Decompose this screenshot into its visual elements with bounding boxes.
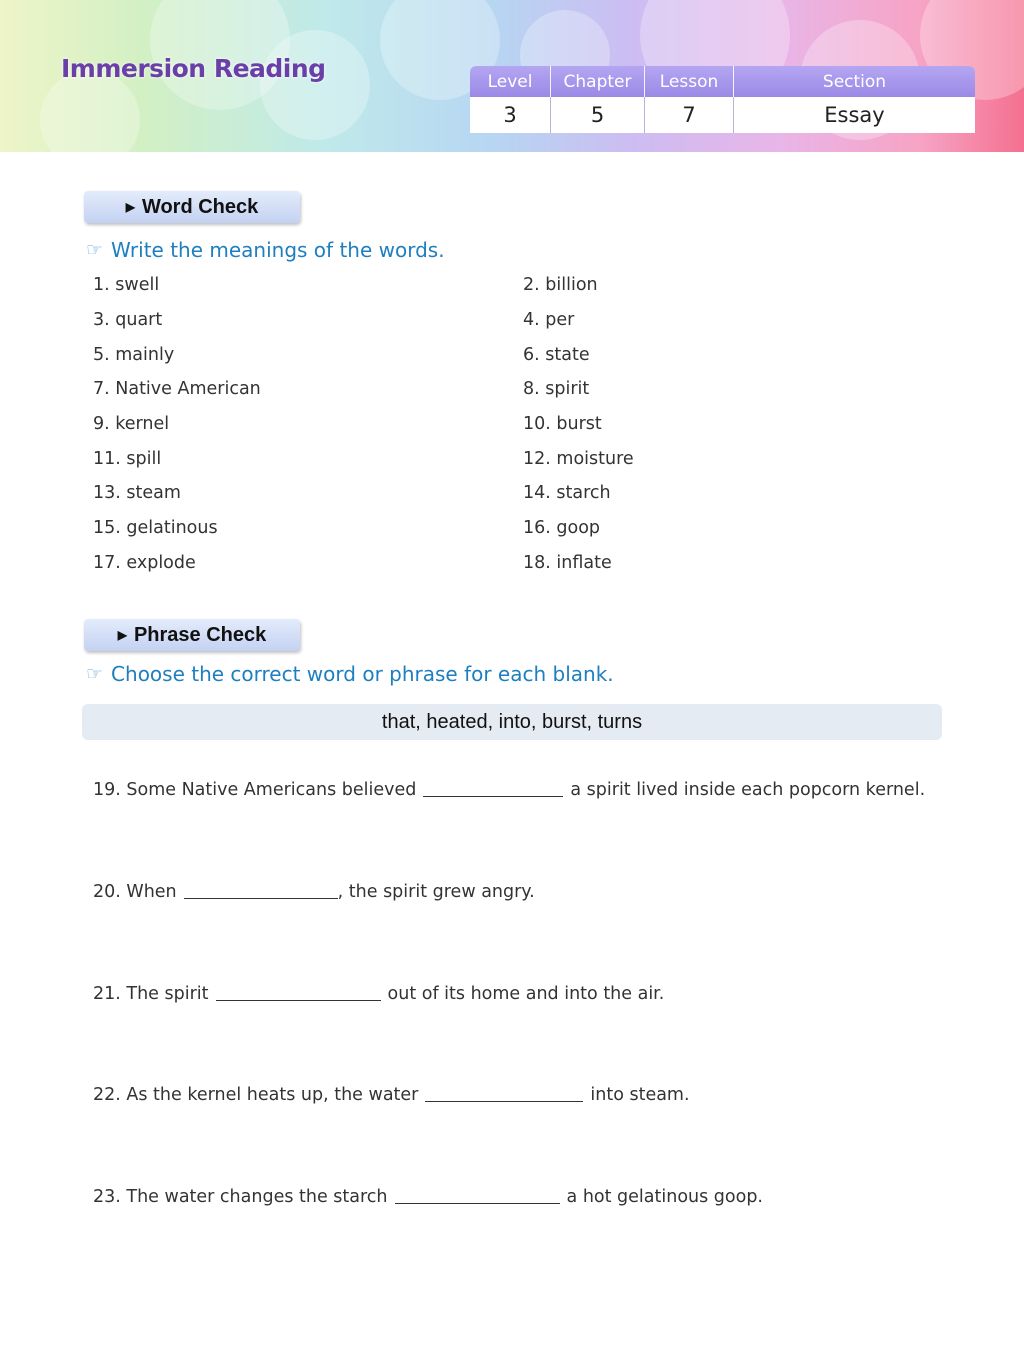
answer-blank[interactable] [425, 1100, 583, 1102]
word-item: 12. moisture [523, 448, 634, 469]
question-text: into steam. [590, 1085, 690, 1105]
list-item [93, 303, 953, 338]
word-item: 4. per [523, 310, 575, 331]
word-bank: that, heated, into, burst, turns [82, 704, 942, 740]
question-text: 19. Some Native Americans believed [93, 780, 417, 800]
word-check-instruction [86, 238, 445, 262]
word-item: 17. explode [93, 552, 196, 573]
list-item [93, 407, 953, 442]
header-banner [0, 0, 1024, 152]
word-item: 7. Native American [93, 379, 261, 400]
phrase-check-tab [84, 619, 300, 651]
answer-blank[interactable] [216, 999, 381, 1001]
answer-blank[interactable] [423, 795, 563, 797]
question-text: , the spirit grew angry. [337, 882, 535, 902]
word-item: 6. state [523, 344, 590, 365]
chapter-label: Chapter [551, 66, 645, 97]
phrase-check-instruction-text: Choose the correct word or phrase for each blank. [111, 662, 614, 686]
pointing-hand-icon: ☞ [86, 239, 104, 261]
list-item [93, 511, 953, 546]
answer-blank[interactable] [395, 1202, 560, 1204]
level-value: 3 [470, 97, 551, 133]
question-text: 21. The spirit [93, 984, 209, 1004]
word-check-tab [84, 191, 300, 223]
triangle-right-icon: ▶ [117, 628, 127, 642]
word-check-instruction-text: Write the meanings of the words. [111, 238, 445, 262]
word-item: 2. billion [523, 275, 598, 296]
list-item [93, 337, 953, 372]
word-item: 15. gelatinous [93, 518, 218, 539]
list-item [93, 441, 953, 476]
question-22 [93, 1085, 690, 1105]
answer-blank[interactable] [184, 897, 338, 899]
list-item [93, 546, 953, 581]
word-item: 3. quart [93, 310, 163, 331]
phrase-check-label: Phrase Check [133, 623, 267, 646]
question-21 [93, 984, 664, 1004]
question-text: a hot gelatinous goop. [566, 1187, 763, 1207]
word-item: 18. inflate [523, 552, 612, 573]
list-item [93, 476, 953, 511]
section-value: Essay [824, 103, 885, 127]
pointing-hand-icon: ☞ [86, 663, 104, 685]
question-text: 20. When [93, 882, 177, 902]
chapter-value: 5 [551, 97, 645, 133]
word-item: 14. starch [523, 483, 611, 504]
word-item: 13. steam [93, 483, 181, 504]
lesson-info-table [470, 66, 975, 133]
lesson-label: Lesson [645, 66, 734, 97]
triangle-right-icon: ▶ [125, 200, 135, 214]
word-item: 1. swell [93, 275, 160, 296]
question-text: 23. The water changes the starch [93, 1187, 388, 1207]
list-item [93, 268, 953, 303]
question-text: 22. As the kernel heats up, the water [93, 1085, 419, 1105]
question-20 [93, 882, 535, 902]
phrase-check-instruction [86, 662, 614, 686]
section-label: Section [822, 71, 887, 92]
question-text: a spirit lived inside each popcorn kernel. [570, 780, 926, 800]
word-check-label: Word Check [141, 195, 259, 218]
word-item: 8. spirit [523, 379, 590, 400]
word-item: 5. mainly [93, 344, 175, 365]
level-label: Level [470, 66, 551, 97]
brand-title: Immersion Reading [61, 54, 326, 83]
word-item: 16. goop [523, 518, 601, 539]
word-item: 10. burst [523, 414, 602, 435]
word-item: 11. spill [93, 448, 162, 469]
question-text: out of its home and into the air. [387, 984, 665, 1004]
list-item [93, 372, 953, 407]
word-list [93, 268, 953, 580]
question-23 [93, 1187, 763, 1207]
question-19 [93, 780, 925, 800]
word-item: 9. kernel [93, 414, 170, 435]
lesson-info-values [470, 97, 975, 133]
lesson-value: 7 [645, 97, 734, 133]
lesson-info-header [470, 66, 975, 97]
decor-bubble [260, 30, 370, 140]
